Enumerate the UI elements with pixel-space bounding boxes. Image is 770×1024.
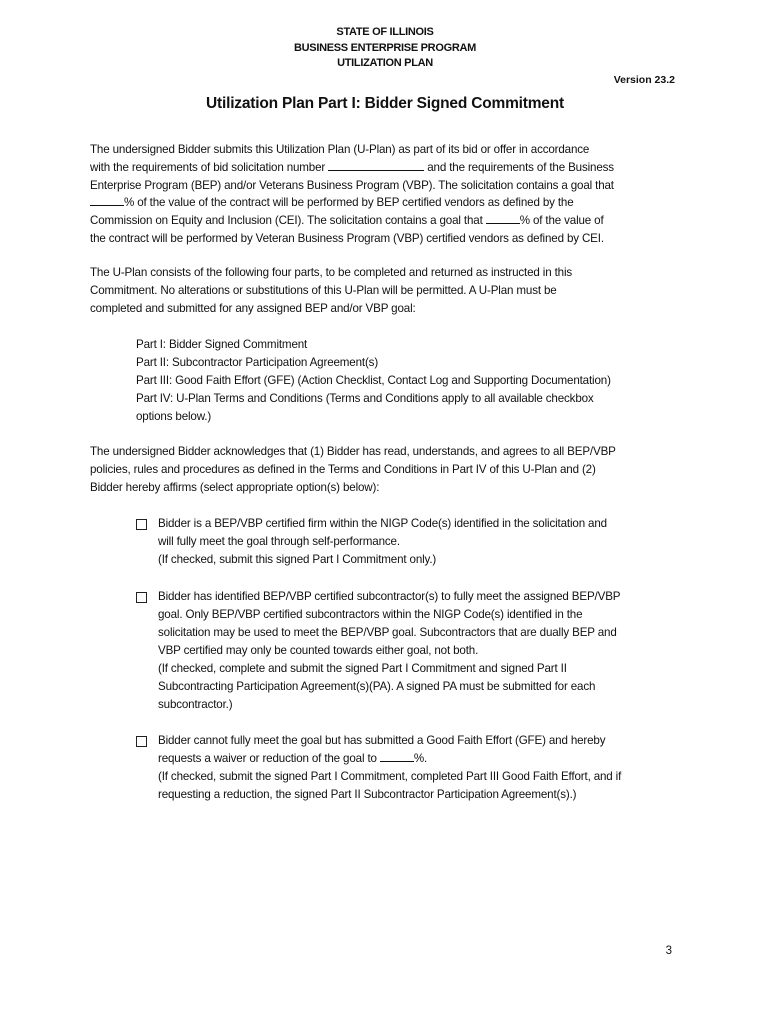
parts-list: [136, 336, 666, 426]
part-4-cont: options below.): [136, 410, 212, 423]
program-heading: BUSINESS ENTERPRISE PROGRAM: [294, 42, 476, 54]
part-3: Part III: Good Faith Effort (GFE) (Action Checklist, Contact Log and Supporting Documentation): [136, 374, 611, 387]
uplan-paragraph: The U-Plan consists of the following four parts, to be completed and returned as instructed in this Commitment. No alterations or substitutions of this U-Plan will be permitted. A U-Plan must be completed and submitted for any assigned BEP and/or VBP goal:: [90, 266, 573, 315]
document-page: STATE OF ILLINOIS BUSINESS ENTERPRISE PROGRAM UTILIZATION PLAN Version 23.2 Utilization Plan Part I: Bidder Signed Commitment The undersigned Bidder submits this Utilization Plan (U-Plan) as part of its bid or offer in accordance with the requirements of bid solicitation number and the requirements of the Business Enterprise Program (BEP) and/or Veterans Business Program (VBP). The solicitation contains a goal that % of the value of the contract will be performed by BEP certified vendors as defined by the Commission on Equity and Inclusion (CEI). The solicitation contains a goal that % of the value of the contract will be performed by Veteran Business Program (VBP) certified vendors as defined by CEI. The U-Plan consists of the following four parts, to be completed and returned as instructed in this Commitment. No alterations or substitutions of this U-Plan will be permitted. A U-Plan must be completed and submitted for any assigned BEP and/or VBP goal: Part I: Bidder Signed Commitment Part II: Subcontractor Participation Agreement(s) Part III: Good Faith Effort (GFE) (Action Checklist, Contact Log and Supporting Documentation) Part IV: U-Plan Terms and Conditions (Terms and Conditions apply to all available checkbox options below.) The undersigned Bidder acknowledges that (1) Bidder has read, understands, and agrees to all BEP/VBP policies, rules and procedures as defined in the Terms and Conditions in Part IV of this U-Plan and (2) Bidder hereby affirms (select appropriate option(s) below): Bidder is a BEP/VBP certified firm within the NIGP Code(s) identified in the solicitation and will fully meet the goal through self-performance. (If checked, submit this signed Part I Commitment only.) Bidder has identified BEP/VBP certified subcontractor(s) to fully meet the assigned BEP/VBP goal. Only BEP/VBP certified subcontractors within the NIGP Code(s) identified in the solicitation may be used to meet the BEP/VBP goal. Subcontractors that are dually BEP and VBP certified may only be counted towards either goal, not both. (If checked, complete and submit the signed Part I Commitment and signed Part II Subcontracting Participation Agreement(s)(PA). A signed PA must be submitted for each subcontractor.) Bidder cannot fully meet the goal but has submitted a Good Faith Effort (GFE) and hereby requests a waiver or reduction of the goal to %. (If checked, submit the signed Part I Commitment, completed Part III Good Faith Effort, and if requesting a reduction, the signed Part II Subcontractor Participation Agreement(s).) 3: [0, 0, 770, 1024]
intro-paragraph: The undersigned Bidder submits this Utilization Plan (U-Plan) as part of its bid or offer in accordance with the requirements of bid solicitation number and the requirements of the Business Enterprise Program (BEP) and/or Veterans Business Program (VBP). The solicitation contains a goal that % of the value of the contract will be performed by BEP certified vendors as defined by the Commission on Equity and Inclusion (CEI). The solicitation contains a goal that % of the value of the contract will be performed by Veteran Business Program (VBP) certified vendors as defined by CEI.: [90, 143, 614, 245]
part-4: Part IV: U-Plan Terms and Conditions (Terms and Conditions apply to all available checkbox: [136, 392, 594, 405]
goal-reduction-blank[interactable]: [380, 750, 414, 762]
vbp-goal-blank[interactable]: [486, 212, 520, 224]
page-title: Utilization Plan Part I: Bidder Signed Commitment: [206, 95, 564, 112]
bep-goal-blank[interactable]: [90, 194, 124, 206]
plan-heading: UTILIZATION PLAN: [337, 57, 433, 69]
state-heading: STATE OF ILLINOIS: [336, 26, 434, 38]
subcontractors-checkbox[interactable]: [136, 592, 147, 603]
part-2: Part II: Subcontractor Participation Agreement(s): [136, 356, 379, 369]
good-faith-effort-checkbox[interactable]: [136, 736, 147, 747]
solicitation-number-blank[interactable]: [328, 159, 424, 171]
version-label: Version 23.2: [613, 74, 675, 86]
page-number: 3: [665, 945, 672, 957]
self-performance-checkbox[interactable]: [136, 519, 147, 530]
part-1: Part I: Bidder Signed Commitment: [136, 338, 308, 351]
acknowledgement-paragraph: The undersigned Bidder acknowledges that (1) Bidder has read, understands, and agrees to all BEP/VBP policies, rules and procedures as defined in the Terms and Conditions in Part IV of this U-Plan and (2) Bidder hereby affirms (select appropriate option(s) below):: [90, 445, 616, 494]
